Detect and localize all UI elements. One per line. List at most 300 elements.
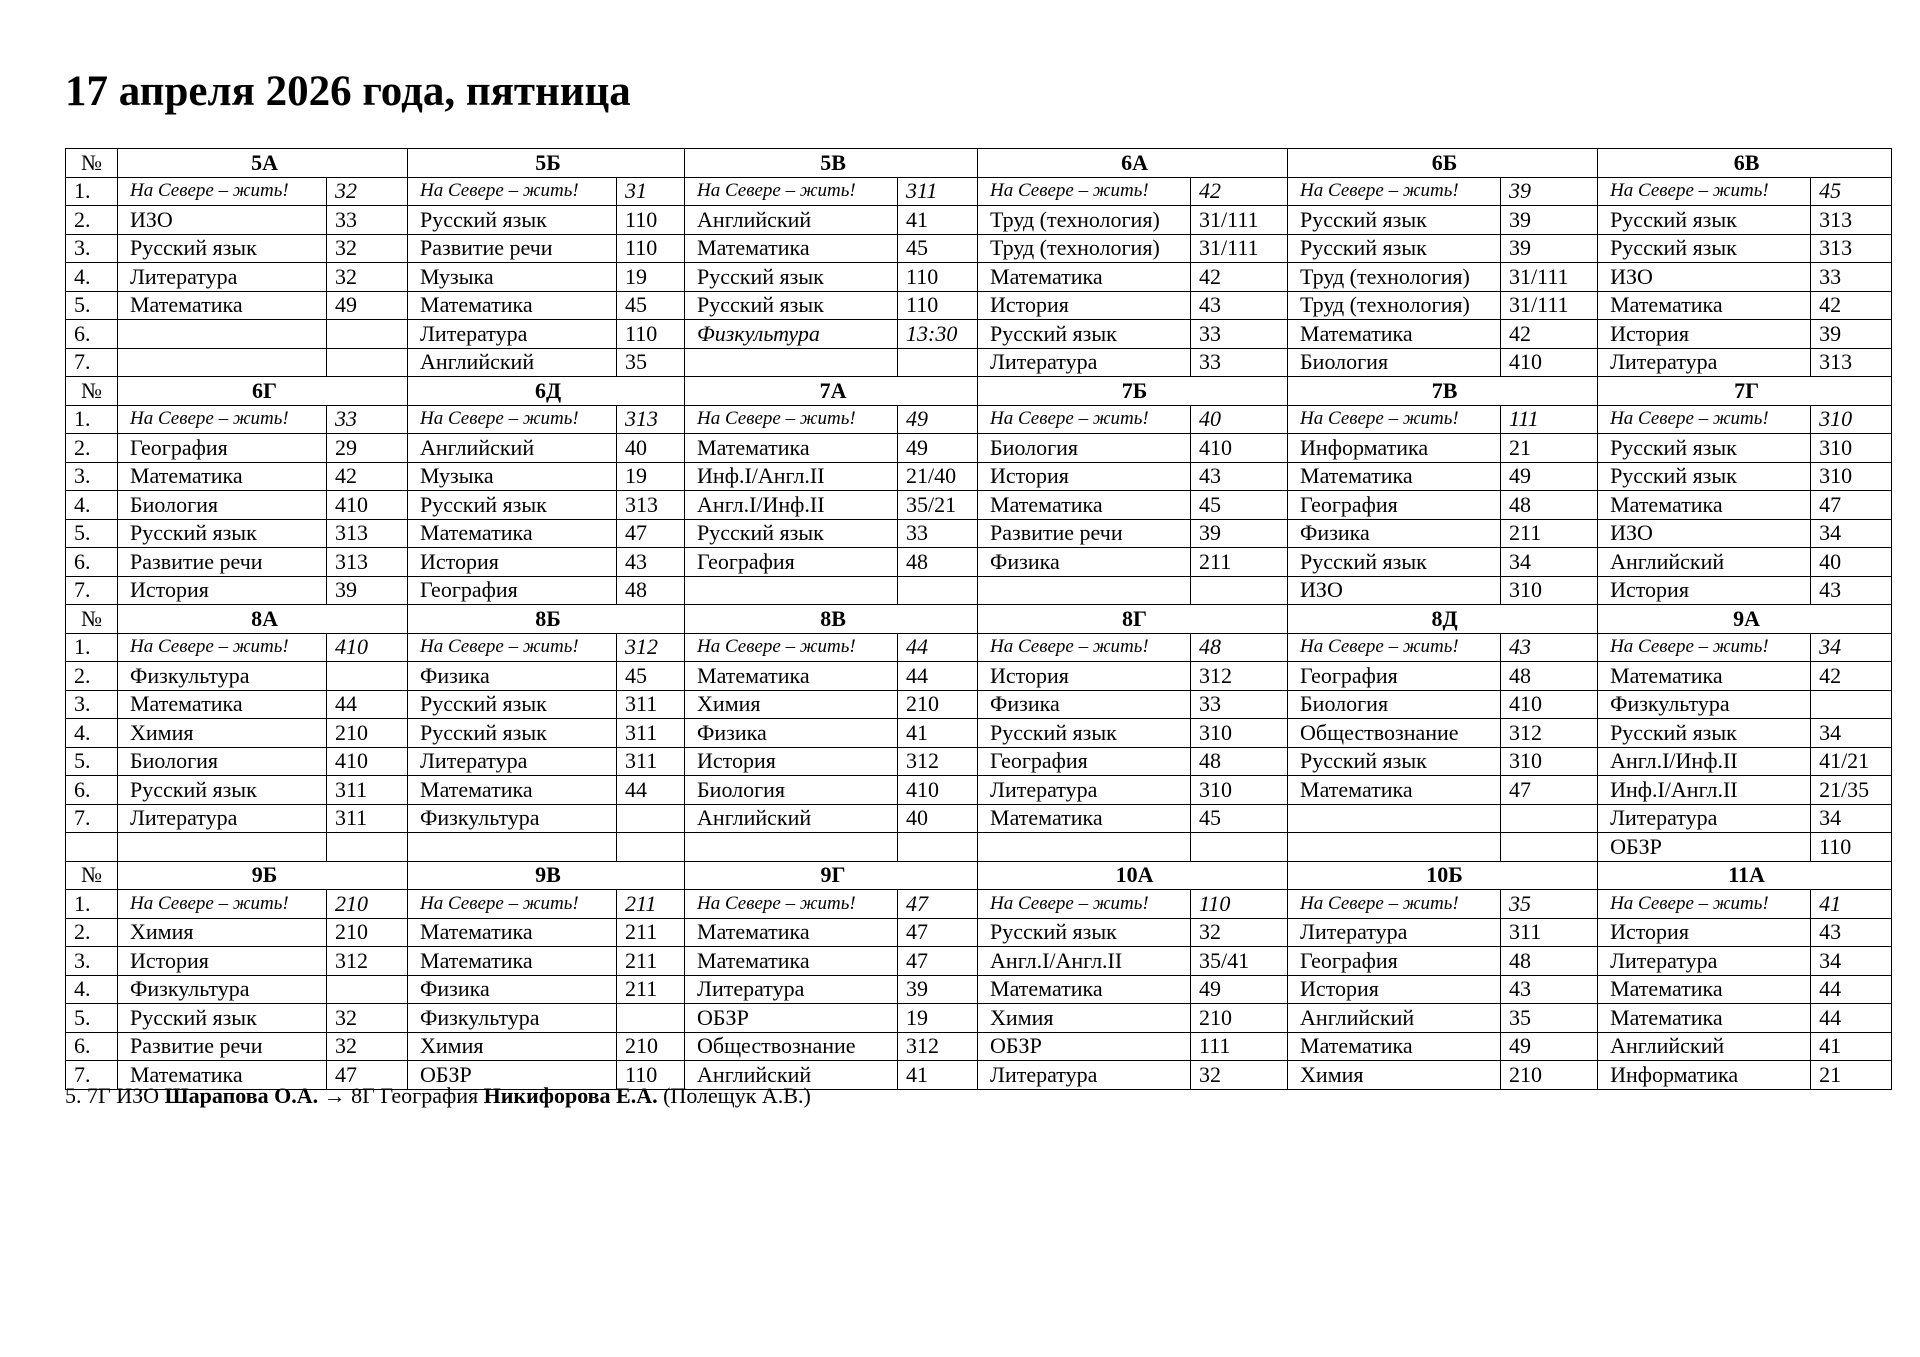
lesson-row <box>66 348 1892 377</box>
subject-cell: На Севере – жить! <box>408 177 617 206</box>
subject-cell: Русский язык <box>1288 234 1501 263</box>
room-cell: 42 <box>327 462 408 491</box>
room-cell <box>898 348 978 377</box>
class-name-11А: 11А <box>1598 861 1892 890</box>
room-cell: 410 <box>1501 690 1598 719</box>
subject-cell: Литература <box>1598 348 1811 377</box>
room-cell: 34 <box>1501 548 1598 577</box>
class-name-8В: 8В <box>685 605 978 634</box>
class-name-6Д: 6Д <box>408 377 685 406</box>
page-title: 17 апреля 2026 года, пятница <box>65 68 631 115</box>
room-cell: 313 <box>327 548 408 577</box>
subject-cell <box>118 833 327 862</box>
room-cell: 311 <box>1501 918 1598 947</box>
subject-cell: Физика <box>978 690 1191 719</box>
subject-cell: Математика <box>1598 291 1811 320</box>
subject-cell <box>978 833 1191 862</box>
subject-cell: Математика <box>118 462 327 491</box>
lesson-number <box>66 833 118 862</box>
room-cell: 110 <box>898 291 978 320</box>
subject-cell <box>685 833 898 862</box>
subject-cell: Химия <box>685 690 898 719</box>
room-cell: 40 <box>898 804 978 833</box>
subject-cell: Математика <box>685 234 898 263</box>
subject-cell: Англ.I/Инф.II <box>1598 747 1811 776</box>
room-cell: 47 <box>898 918 978 947</box>
class-name-7В: 7В <box>1288 377 1598 406</box>
room-cell: 39 <box>1191 519 1288 548</box>
lesson-row <box>66 747 1892 776</box>
class-name-9А: 9А <box>1598 605 1892 634</box>
class-name-6Г: 6Г <box>118 377 408 406</box>
subject-cell: Физика <box>1288 519 1501 548</box>
room-cell: 313 <box>617 491 685 520</box>
subject-cell: Математика <box>978 975 1191 1004</box>
room-cell: 43 <box>1191 462 1288 491</box>
room-cell: 310 <box>1501 576 1598 605</box>
room-cell: 32 <box>327 234 408 263</box>
room-cell: 39 <box>1811 320 1892 349</box>
subject-cell: Развитие речи <box>408 234 617 263</box>
subject-cell: На Севере – жить! <box>118 633 327 662</box>
room-cell: 39 <box>327 576 408 605</box>
lesson-row <box>66 234 1892 263</box>
lesson-number: 1. <box>66 405 118 434</box>
subject-cell: Биология <box>1288 348 1501 377</box>
subject-cell: Английский <box>685 1061 898 1090</box>
room-cell: 111 <box>1191 1032 1288 1061</box>
room-cell: 48 <box>1501 947 1598 976</box>
subject-cell: Литература <box>408 320 617 349</box>
subject-cell: Русский язык <box>1288 747 1501 776</box>
subject-cell: Литература <box>408 747 617 776</box>
subject-cell: Информатика <box>1598 1061 1811 1090</box>
note-teacher-to: Никифорова Е.А. <box>483 1083 658 1108</box>
subject-cell: Математика <box>408 947 617 976</box>
class-name-5Б: 5Б <box>408 149 685 178</box>
subject-cell: Английский <box>408 434 617 463</box>
subject-cell: География <box>685 548 898 577</box>
subject-cell: Русский язык <box>1598 206 1811 235</box>
subject-cell: География <box>1288 947 1501 976</box>
subject-cell: Труд (технология) <box>978 234 1191 263</box>
room-cell: 40 <box>617 434 685 463</box>
room-cell: 34 <box>1811 633 1892 662</box>
room-cell: 313 <box>1811 234 1892 263</box>
subject-cell: Английский <box>408 348 617 377</box>
subject-cell: Информатика <box>1288 434 1501 463</box>
room-cell: 313 <box>327 519 408 548</box>
room-cell: 45 <box>1811 177 1892 206</box>
subject-cell: Математика <box>118 1061 327 1090</box>
room-cell: 42 <box>1191 177 1288 206</box>
class-name-6А: 6А <box>978 149 1288 178</box>
lesson-number: 5. <box>66 1004 118 1033</box>
subject-cell: Математика <box>408 776 617 805</box>
room-cell: 31 <box>617 177 685 206</box>
subject-cell: Физкультура <box>685 320 898 349</box>
subject-cell: На Севере – жить! <box>685 890 898 919</box>
room-cell: 48 <box>1191 633 1288 662</box>
room-cell <box>327 833 408 862</box>
room-cell: 43 <box>1191 291 1288 320</box>
subject-cell: На Севере – жить! <box>978 177 1191 206</box>
class-name-6Б: 6Б <box>1288 149 1598 178</box>
subject-cell: ИЗО <box>1598 263 1811 292</box>
subject-cell: Химия <box>1288 1061 1501 1090</box>
room-cell: 33 <box>898 519 978 548</box>
room-cell: 43 <box>617 548 685 577</box>
subject-cell: На Севере – жить! <box>118 177 327 206</box>
subject-cell: Химия <box>978 1004 1191 1033</box>
room-cell: 44 <box>1811 1004 1892 1033</box>
room-cell: 45 <box>617 291 685 320</box>
room-cell: 45 <box>1191 804 1288 833</box>
lesson-row <box>66 576 1892 605</box>
room-cell: 110 <box>1191 890 1288 919</box>
room-cell: 41 <box>1811 890 1892 919</box>
subject-cell: Физика <box>408 975 617 1004</box>
room-cell: 211 <box>617 975 685 1004</box>
subject-cell: История <box>978 291 1191 320</box>
subject-cell: Математика <box>685 918 898 947</box>
room-cell: 19 <box>617 462 685 491</box>
subject-cell: Физика <box>685 719 898 748</box>
room-cell <box>1191 576 1288 605</box>
subject-cell: Физкультура <box>408 804 617 833</box>
subject-cell: Русский язык <box>1598 434 1811 463</box>
lesson-row <box>66 1004 1892 1033</box>
subject-cell: Русский язык <box>118 776 327 805</box>
subject-cell: География <box>408 576 617 605</box>
subject-cell: История <box>1598 576 1811 605</box>
room-cell: 43 <box>1811 576 1892 605</box>
lesson-number: 5. <box>66 747 118 776</box>
lesson-row <box>66 491 1892 520</box>
room-cell: 48 <box>617 576 685 605</box>
room-cell: 312 <box>898 1032 978 1061</box>
room-cell: 210 <box>327 918 408 947</box>
lesson-number: 6. <box>66 776 118 805</box>
room-cell: 43 <box>1501 633 1598 662</box>
room-cell: 311 <box>327 776 408 805</box>
subject-cell: На Севере – жить! <box>1288 890 1501 919</box>
subject-cell: Математика <box>685 434 898 463</box>
subject-cell: География <box>1288 662 1501 691</box>
lesson-number: 6. <box>66 548 118 577</box>
subject-cell: На Севере – жить! <box>1598 633 1811 662</box>
room-cell <box>327 320 408 349</box>
room-cell: 48 <box>898 548 978 577</box>
subject-cell: Развитие речи <box>978 519 1191 548</box>
room-cell: 33 <box>1191 348 1288 377</box>
room-cell: 312 <box>898 747 978 776</box>
subject-cell: ОБЗР <box>408 1061 617 1090</box>
class-name-10А: 10А <box>978 861 1288 890</box>
subject-cell: Математика <box>1288 776 1501 805</box>
lesson-number: 5. <box>66 291 118 320</box>
room-cell: 311 <box>617 747 685 776</box>
room-cell: 32 <box>1191 918 1288 947</box>
lesson-number: 2. <box>66 206 118 235</box>
room-cell: 42 <box>1811 662 1892 691</box>
subject-cell: Математика <box>685 662 898 691</box>
room-cell: 42 <box>1811 291 1892 320</box>
subject-cell: На Севере – жить! <box>1288 177 1501 206</box>
room-cell: 110 <box>1811 833 1892 862</box>
subject-cell: Труд (технология) <box>1288 263 1501 292</box>
subject-cell: Математика <box>1598 662 1811 691</box>
subject-cell: Русский язык <box>685 519 898 548</box>
lesson-number-header: № <box>66 861 118 890</box>
subject-cell: История <box>118 576 327 605</box>
room-cell <box>617 804 685 833</box>
subject-cell <box>118 320 327 349</box>
room-cell: 41 <box>898 206 978 235</box>
subject-cell: Обществознание <box>1288 719 1501 748</box>
subject-cell: ИЗО <box>118 206 327 235</box>
room-cell: 43 <box>1811 918 1892 947</box>
room-cell <box>617 1004 685 1033</box>
lesson-row <box>66 263 1892 292</box>
room-cell: 312 <box>1191 662 1288 691</box>
subject-cell: Математика <box>1288 320 1501 349</box>
lesson-row <box>66 291 1892 320</box>
room-cell: 21/35 <box>1811 776 1892 805</box>
subject-cell <box>685 576 898 605</box>
room-cell: 41 <box>1811 1032 1892 1061</box>
room-cell: 410 <box>327 747 408 776</box>
room-cell: 31/111 <box>1501 263 1598 292</box>
room-cell: 44 <box>327 690 408 719</box>
room-cell: 48 <box>1501 491 1598 520</box>
room-cell: 313 <box>617 405 685 434</box>
subject-cell: История <box>1598 918 1811 947</box>
room-cell: 45 <box>617 662 685 691</box>
subject-cell: История <box>1288 975 1501 1004</box>
subject-cell: Английский <box>1288 1004 1501 1033</box>
room-cell: 211 <box>1191 548 1288 577</box>
subject-cell: ОБЗР <box>978 1032 1191 1061</box>
subject-cell <box>1288 833 1501 862</box>
subject-cell: История <box>978 462 1191 491</box>
lesson-number: 1. <box>66 890 118 919</box>
subject-cell: Англ.I/Англ.II <box>978 947 1191 976</box>
room-cell: 211 <box>617 918 685 947</box>
subject-cell: Труд (технология) <box>978 206 1191 235</box>
room-cell: 310 <box>1811 434 1892 463</box>
room-cell: 312 <box>617 633 685 662</box>
room-cell: 31/111 <box>1191 234 1288 263</box>
subject-cell: Математика <box>408 291 617 320</box>
room-cell: 42 <box>1501 320 1598 349</box>
lesson-row <box>66 548 1892 577</box>
subject-cell <box>118 348 327 377</box>
subject-cell: История <box>118 947 327 976</box>
room-cell: 35/41 <box>1191 947 1288 976</box>
subject-cell: Математика <box>408 519 617 548</box>
room-cell: 44 <box>1811 975 1892 1004</box>
room-cell: 110 <box>617 1061 685 1090</box>
class-name-5В: 5В <box>685 149 978 178</box>
subject-cell: На Севере – жить! <box>118 405 327 434</box>
room-cell: 310 <box>1811 405 1892 434</box>
lesson-number: 7. <box>66 576 118 605</box>
lesson-number-header: № <box>66 149 118 178</box>
subject-cell: ОБЗР <box>685 1004 898 1033</box>
lesson-number-header: № <box>66 605 118 634</box>
room-cell: 32 <box>1191 1061 1288 1090</box>
subject-cell: Русский язык <box>408 690 617 719</box>
room-cell: 310 <box>1501 747 1598 776</box>
class-name-8А: 8А <box>118 605 408 634</box>
lesson-row <box>66 719 1892 748</box>
class-header-row <box>66 377 1892 406</box>
subject-cell: ИЗО <box>1288 576 1501 605</box>
class-name-9Г: 9Г <box>685 861 978 890</box>
subject-cell: Русский язык <box>1288 206 1501 235</box>
subject-cell: Литература <box>1598 804 1811 833</box>
lesson-number-header: № <box>66 377 118 406</box>
room-cell: 311 <box>617 719 685 748</box>
subject-cell: Английский <box>685 804 898 833</box>
room-cell: 49 <box>1191 975 1288 1004</box>
room-cell: 45 <box>898 234 978 263</box>
room-cell: 110 <box>617 320 685 349</box>
subject-cell: Русский язык <box>1288 548 1501 577</box>
room-cell: 210 <box>617 1032 685 1061</box>
subject-cell: Физкультура <box>118 662 327 691</box>
subject-cell: ИЗО <box>1598 519 1811 548</box>
subject-cell: Литература <box>978 776 1191 805</box>
room-cell: 41/21 <box>1811 747 1892 776</box>
subject-cell: На Севере – жить! <box>685 177 898 206</box>
lesson-row <box>66 918 1892 947</box>
room-cell: 47 <box>327 1061 408 1090</box>
lesson-row <box>66 690 1892 719</box>
lesson-number: 1. <box>66 633 118 662</box>
room-cell <box>327 662 408 691</box>
room-cell: 21/40 <box>898 462 978 491</box>
room-cell <box>1501 833 1598 862</box>
room-cell: 44 <box>617 776 685 805</box>
lesson-row <box>66 890 1892 919</box>
lesson-row <box>66 206 1892 235</box>
lesson-number: 1. <box>66 177 118 206</box>
subject-cell: Математика <box>1288 462 1501 491</box>
subject-cell: Русский язык <box>408 206 617 235</box>
subject-cell: На Севере – жить! <box>685 405 898 434</box>
room-cell: 42 <box>1191 263 1288 292</box>
subject-cell <box>1288 804 1501 833</box>
room-cell: 34 <box>1811 519 1892 548</box>
lesson-number: 6. <box>66 1032 118 1061</box>
subject-cell: Английский <box>1598 1032 1811 1061</box>
subject-cell: Физкультура <box>118 975 327 1004</box>
room-cell: 43 <box>1501 975 1598 1004</box>
room-cell: 33 <box>1191 690 1288 719</box>
room-cell: 48 <box>1501 662 1598 691</box>
subject-cell: Русский язык <box>1598 719 1811 748</box>
subject-cell: Развитие речи <box>118 1032 327 1061</box>
subject-cell: Обществознание <box>685 1032 898 1061</box>
class-header-row <box>66 861 1892 890</box>
lesson-row <box>66 633 1892 662</box>
room-cell <box>327 975 408 1004</box>
lesson-row <box>66 833 1892 862</box>
room-cell: 29 <box>327 434 408 463</box>
lesson-number: 5. <box>66 519 118 548</box>
subject-cell: На Севере – жить! <box>978 405 1191 434</box>
subject-cell: Биология <box>118 491 327 520</box>
room-cell: 410 <box>898 776 978 805</box>
room-cell: 311 <box>898 177 978 206</box>
class-name-7А: 7А <box>685 377 978 406</box>
room-cell: 210 <box>327 890 408 919</box>
room-cell: 32 <box>327 1032 408 1061</box>
lesson-number: 3. <box>66 234 118 263</box>
room-cell: 35 <box>1501 890 1598 919</box>
schedule-body <box>66 149 1892 1090</box>
room-cell: 32 <box>327 1004 408 1033</box>
room-cell: 35 <box>617 348 685 377</box>
subject-cell: География <box>1288 491 1501 520</box>
room-cell <box>1191 833 1288 862</box>
room-cell: 33 <box>327 206 408 235</box>
room-cell <box>898 833 978 862</box>
subject-cell: География <box>978 747 1191 776</box>
room-cell: 310 <box>1191 719 1288 748</box>
note-prefix: 5. 7Г ИЗО <box>65 1083 165 1108</box>
lesson-number: 3. <box>66 462 118 491</box>
lesson-row <box>66 519 1892 548</box>
room-cell: 31/111 <box>1501 291 1598 320</box>
subject-cell <box>408 833 617 862</box>
subject-cell: История <box>408 548 617 577</box>
subject-cell: ОБЗР <box>1598 833 1811 862</box>
lesson-row <box>66 947 1892 976</box>
subject-cell: Английский <box>1598 548 1811 577</box>
subject-cell: Английский <box>685 206 898 235</box>
room-cell: 210 <box>327 719 408 748</box>
room-cell: 410 <box>1501 348 1598 377</box>
subject-cell: Химия <box>118 719 327 748</box>
room-cell: 33 <box>1811 263 1892 292</box>
room-cell <box>617 833 685 862</box>
room-cell: 49 <box>898 405 978 434</box>
subject-cell: На Севере – жить! <box>1598 405 1811 434</box>
lesson-number: 7. <box>66 1061 118 1090</box>
room-cell: 313 <box>1811 348 1892 377</box>
room-cell: 39 <box>898 975 978 1004</box>
room-cell: 47 <box>898 947 978 976</box>
room-cell: 311 <box>617 690 685 719</box>
class-name-10Б: 10Б <box>1288 861 1598 890</box>
subject-cell: Русский язык <box>408 719 617 748</box>
class-name-8Б: 8Б <box>408 605 685 634</box>
class-header-row <box>66 605 1892 634</box>
room-cell: 313 <box>1811 206 1892 235</box>
subject-cell: Биология <box>685 776 898 805</box>
room-cell: 19 <box>617 263 685 292</box>
subject-cell: На Севере – жить! <box>408 890 617 919</box>
room-cell: 210 <box>1191 1004 1288 1033</box>
lesson-row <box>66 177 1892 206</box>
subject-cell <box>685 348 898 377</box>
lesson-row <box>66 804 1892 833</box>
room-cell: 45 <box>1191 491 1288 520</box>
subject-cell: На Севере – жить! <box>1598 890 1811 919</box>
